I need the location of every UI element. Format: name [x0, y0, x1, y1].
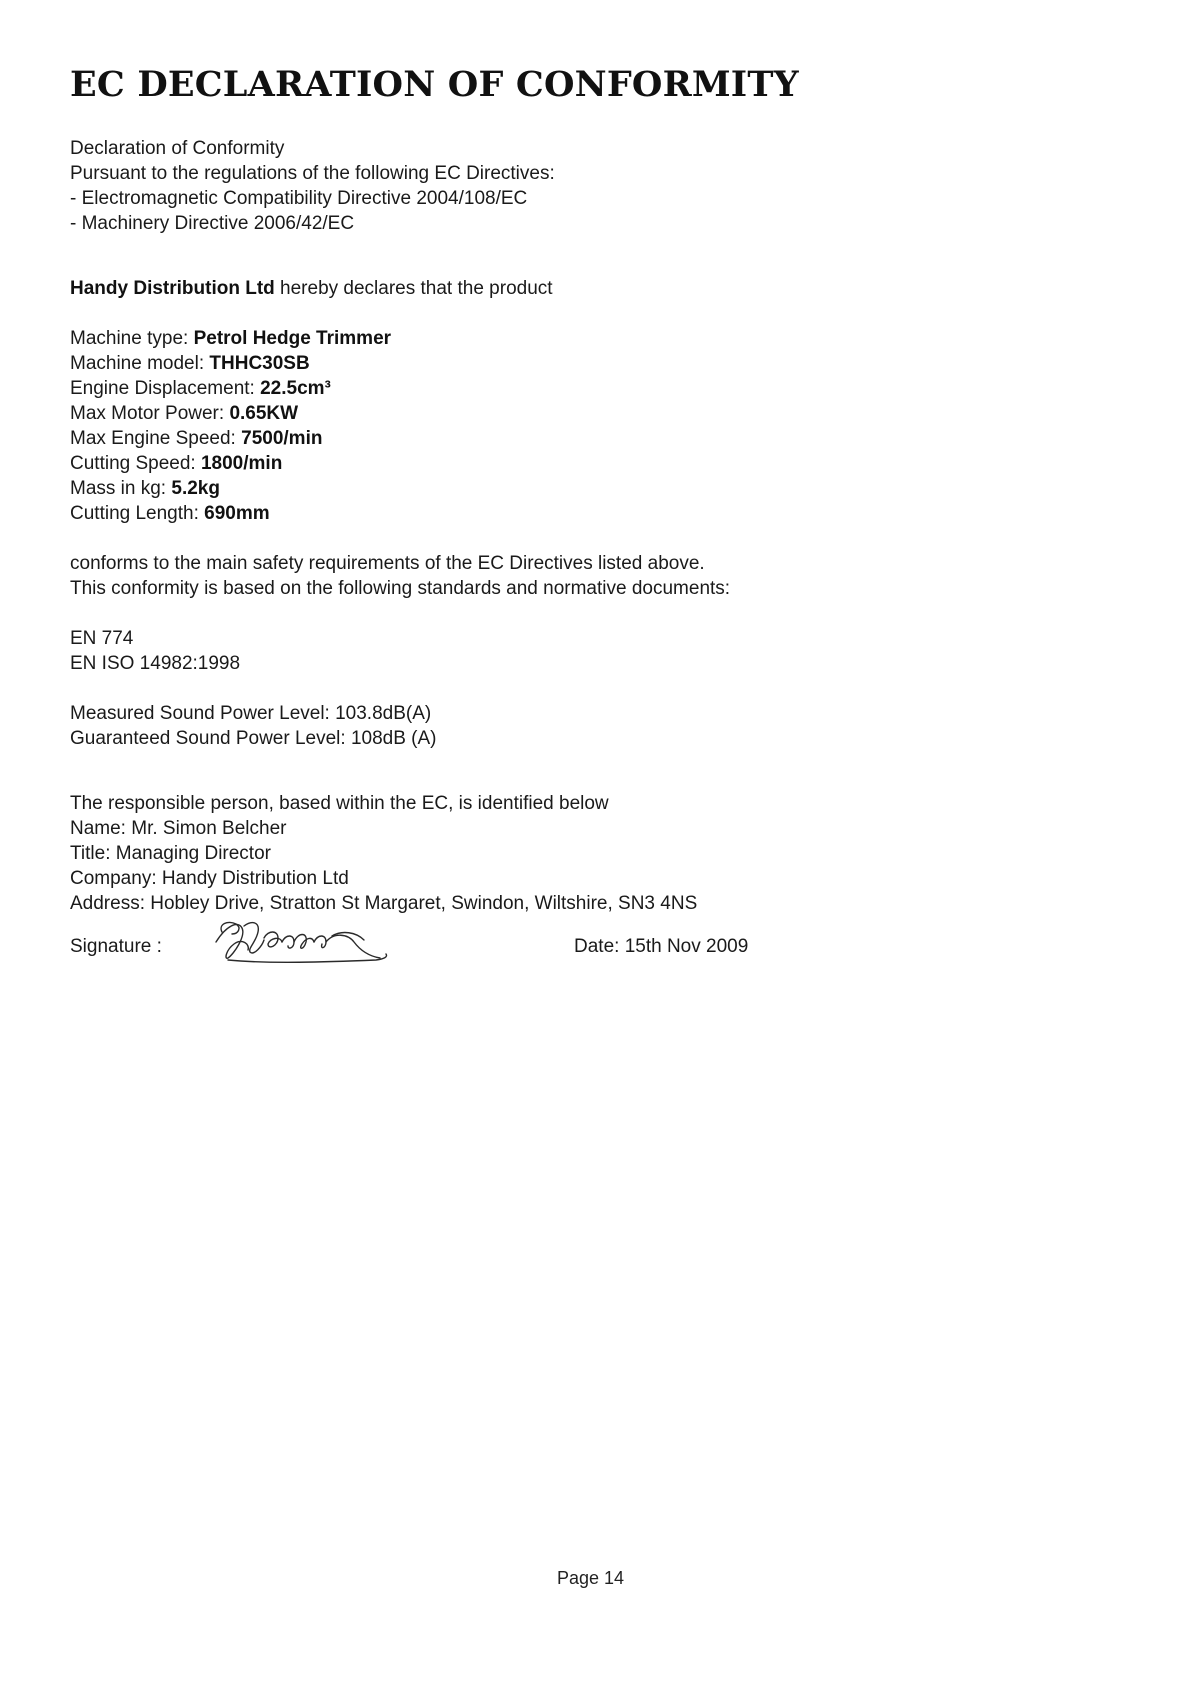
standard-item: EN 774	[70, 628, 134, 649]
declaration-body	[70, 136, 1130, 966]
spec-label: Max Engine Speed:	[70, 428, 242, 449]
spec-row	[70, 351, 1130, 376]
page-title: EC DECLARATION OF CONFORMITY	[70, 64, 799, 105]
page-number: Page 14	[557, 1568, 625, 1588]
spec-row	[70, 376, 1130, 401]
spec-value: THHC30SB	[209, 353, 310, 374]
measured-sound-level: Measured Sound Power Level: 103.8dB(A)	[70, 703, 432, 724]
spec-list	[70, 326, 1130, 526]
spec-value: 1800/min	[200, 453, 283, 474]
spec-row	[70, 326, 1130, 351]
spec-label: Cutting Length:	[70, 503, 205, 524]
spec-row	[70, 501, 1130, 526]
spec-row	[70, 476, 1130, 501]
intro-line-2: Pursuant to the regulations of the following EC Directives:	[70, 163, 555, 184]
responsible-title: Title: Managing Director	[70, 843, 271, 864]
spec-row	[70, 451, 1130, 476]
responsible-intro: The responsible person, based within the EC, is identified below	[70, 793, 609, 814]
standard-item: EN ISO 14982:1998	[70, 653, 241, 674]
directive-item: - Machinery Directive 2006/42/EC	[70, 213, 355, 234]
spec-value: 690mm	[204, 503, 270, 524]
spec-row	[70, 426, 1130, 451]
spec-value: 7500/min	[241, 428, 323, 449]
spec-value: 22.5cm³	[260, 378, 331, 399]
responsible-company: Company: Handy Distribution Ltd	[70, 868, 349, 889]
signature-row	[70, 922, 1130, 966]
spec-label: Machine model:	[70, 353, 210, 374]
declarer-company: Handy Distribution Ltd	[70, 278, 275, 299]
spec-label: Mass in kg:	[70, 478, 172, 499]
responsible-name: Name: Mr. Simon Belcher	[70, 818, 287, 839]
conformity-line-2: This conformity is based on the following standards and normative documents:	[70, 578, 731, 599]
declarer-text: hereby declares that the product	[274, 278, 553, 299]
spec-label: Machine type:	[70, 328, 194, 349]
spec-row	[70, 401, 1130, 426]
handwritten-signature	[208, 914, 408, 970]
spec-value: 5.2kg	[171, 478, 220, 499]
spec-value: 0.65KW	[229, 403, 299, 424]
spec-label: Max Motor Power:	[70, 403, 230, 424]
directive-item: - Electromagnetic Compatibility Directive 2004/108/EC	[70, 188, 528, 209]
conformity-line-1: conforms to the main safety requirements of the EC Directives listed above.	[70, 553, 705, 574]
spec-label: Engine Displacement:	[70, 378, 261, 399]
declarer-line	[70, 276, 1130, 301]
intro-line-1: Declaration of Conformity	[70, 138, 285, 159]
spec-value: Petrol Hedge Trimmer	[193, 328, 392, 349]
guaranteed-sound-level: Guaranteed Sound Power Level: 108dB (A)	[70, 728, 437, 749]
signature-label: Signature :	[70, 936, 162, 957]
spec-label: Cutting Speed:	[70, 453, 201, 474]
responsible-address: Address: Hobley Drive, Stratton St Margaret, Swindon, Wiltshire, SN3 4NS	[70, 893, 698, 914]
signature-date: Date: 15th Nov 2009	[574, 936, 749, 957]
